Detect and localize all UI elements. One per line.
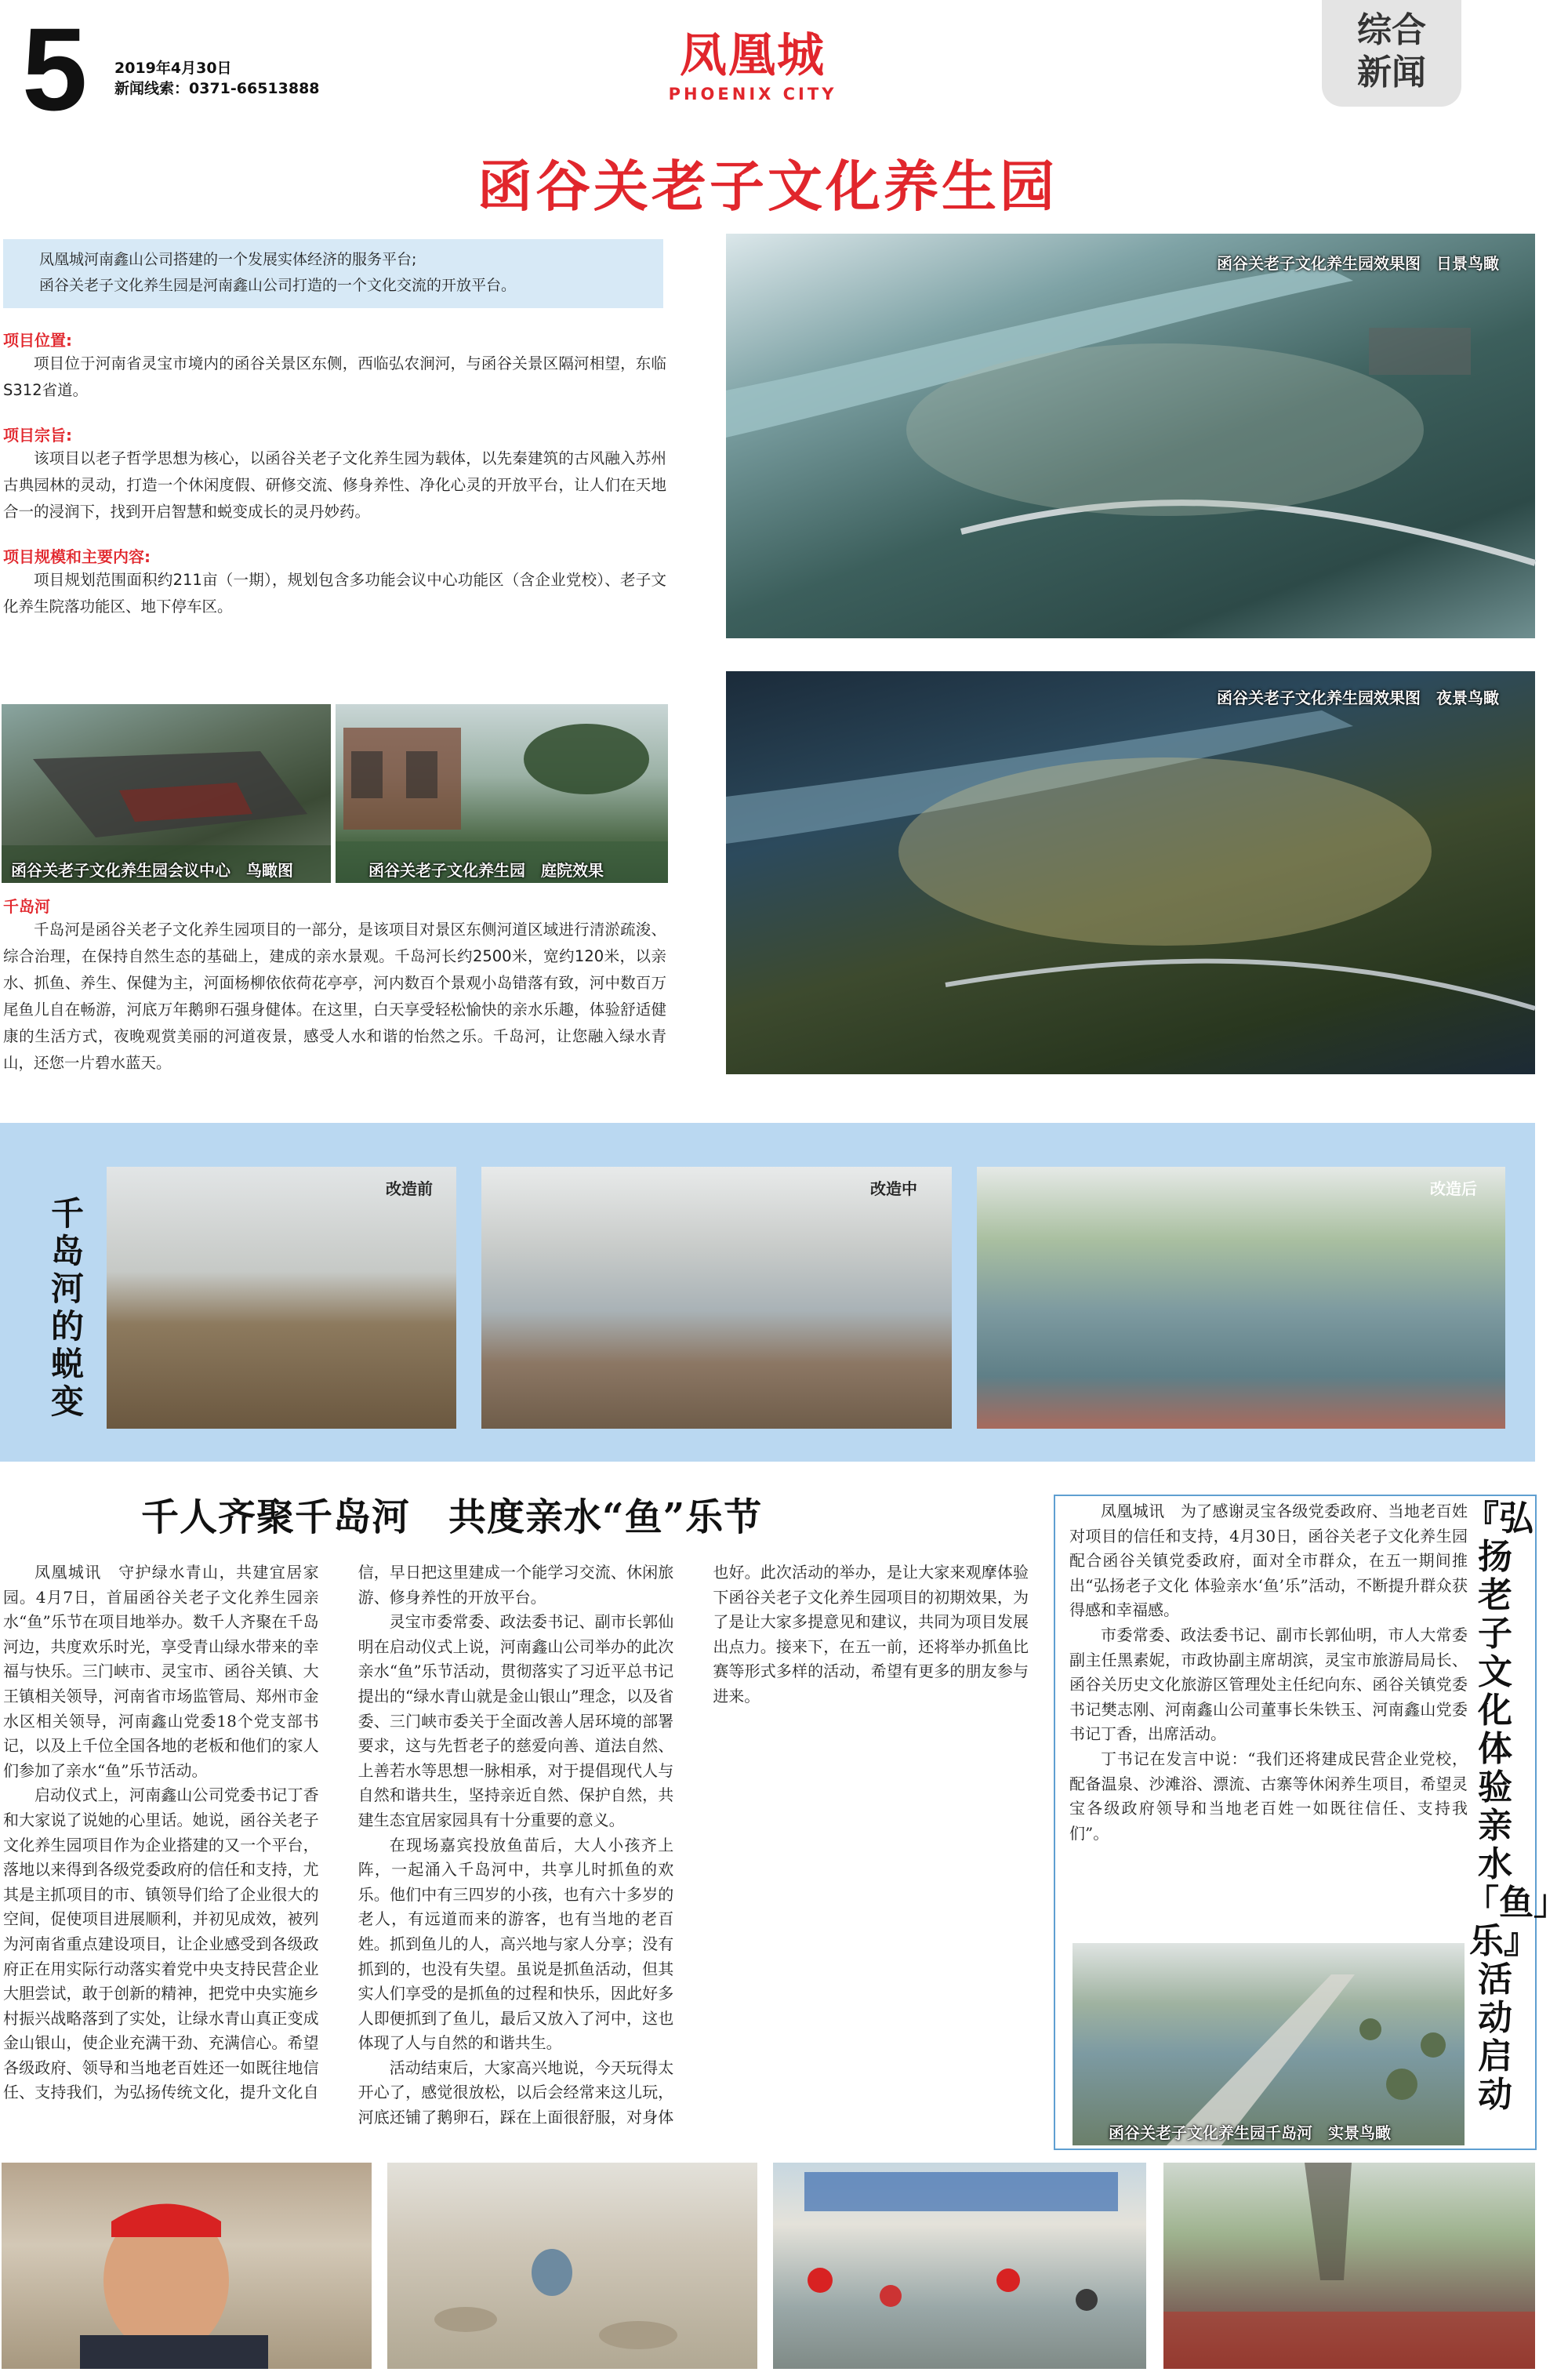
day-caption: 函谷关老子文化养生园效果图 日景鸟瞰 xyxy=(1217,254,1499,273)
location-text: 项目位于河南省灵宝市境内的函谷关景区东侧，西临弘农涧河，与函谷关景区隔河相望，东临S312省道。 xyxy=(3,354,666,399)
night-render-art xyxy=(726,671,1535,1074)
article-headline: 千人齐聚千岛河 共度亲水“鱼”乐节 xyxy=(141,1495,763,1539)
night-caption: 函谷关老子文化养生园效果图 夜景鸟瞰 xyxy=(1217,688,1499,707)
bottom-photo-crowd xyxy=(1163,2163,1535,2369)
scale-title: 项目规模和主要内容: xyxy=(3,547,151,566)
sidebar-photo-caption: 函谷关老子文化养生园千岛河 实景鸟瞰 xyxy=(1109,2123,1391,2142)
after-caption: 改造后 xyxy=(1430,1179,1477,1198)
sidebar-paragraph: 市委常委、政法委书记、副市长郭仙明，市人大常委副主任黑素妮，市政协副主席胡滨，灵宝市旅游局局长、函谷关历史文化旅游区管理处主任纪向东、函谷关镇党委书记樊志刚、河南鑫山公司董事长朱铁玉、河南鑫山党委书记丁香，出席活动。 xyxy=(1069,1625,1468,1744)
news-hotline: 新闻线索：0371-66513888 xyxy=(114,80,320,97)
article-paragraph: 在现场嘉宾投放鱼苗后，大人小孩齐上阵，一起涌入千岛河中，共享儿时抓鱼的欢乐。他们中有三四岁的小孩，也有六十多岁的老人，有远道而来的游客，也有当地的老百姓。抓到鱼儿的人，高兴地与家人分享；没有抓到的，也没有失望。虽说是抓鱼活动，但其实人们享受的是抓鱼的过程和快乐，因此好多人即便抓到了鱼儿，最后又放入了河中，这也体现了人与自然的和谐共生。 xyxy=(358,1835,674,2053)
bottom-photo-child-art xyxy=(387,2163,757,2369)
sidebar-photo xyxy=(1073,1943,1465,2145)
location-title: 项目位置: xyxy=(3,331,72,350)
bottom-photo-man xyxy=(2,2163,372,2369)
qiandao-text: 千岛河是函谷关老子文化养生园项目的一部分，是该项目对景区东侧河道区域进行清淤疏浚、综合治理，在保持自然生态的基础上，建成的亲水景观。千岛河长约2500米，宽约120米，以亲水、抓鱼、养生、保健为主，河面杨柳依依荷花亭亭，河内数百个景观小岛错落有致，河中数百万尾鱼儿自在畅游，河底万年鹅卵石强身健体。在这里，白天享受轻松愉快的亲水乐趣，体验舒适健康的生活方式，夜晚观赏美丽的河道夜景，感受人水和谐的怡然之乐。千岛河，让您融入绿水青山，还您一片碧水蓝天。 xyxy=(3,921,666,1072)
during-caption: 改造中 xyxy=(870,1179,917,1198)
before-caption: 改造前 xyxy=(386,1179,433,1198)
brand-logo: 凤凰城 xyxy=(680,28,826,83)
article-paragraph: 凤凰城讯 守护绿水青山，共建宜居家园。4月7日，首届函谷关老子文化养生园亲水“鱼”乐节在项目地举办。数千人齐聚在千岛河边，共度欢乐时光，享受青山绿水带来的幸福与快乐。三门峡市、灵宝市、函谷关镇、大王镇相关领导，河南省市场监管局、郑州市金水区相关领导，河南鑫山党委18个党支部书记，以及上千位全国各地的老板和他们的家人们参加了亲水“鱼”乐节活动。 xyxy=(3,1563,319,1780)
qiandao-title: 千岛河 xyxy=(3,897,50,916)
section-label-line2: 新闻 xyxy=(1357,53,1426,93)
intro-box xyxy=(3,239,663,308)
conference-center-render xyxy=(2,704,331,883)
article-paragraph: 灵宝市委常委、政法委书记、副市长郭仙明在启动仪式上说，河南鑫山公司举办的此次亲水“鱼”乐节活动，贯彻落实了习近平总书记提出的“绿水青山就是金山银山”理念，以及省委、三门峡市委关于全面改善人居环境的部署要求，这与先哲老子的慈爱向善、道法自然、上善若水等思想一脉相承，对于提倡现代人与自然和谐共生，坚持亲近自然、保护自然，共建生态宜居家园具有十分重要的意义。 xyxy=(358,1612,674,1829)
bottom-photo-crowd-water-art xyxy=(773,2163,1146,2369)
bottom-photo-crowd-art xyxy=(1163,2163,1535,2369)
purpose-text: 该项目以老子哲学思想为核心，以函谷关老子文化养生园为载体，以先秦建筑的古风融入苏州古典园林的灵动，打造一个休闲度假、研修交流、修身养性、净化心灵的开放平台，让人们在天地合一的浸润下，找到开启智慧和蜕变成长的灵丹妙药。 xyxy=(3,449,666,521)
intro-line: 函谷关老子文化养生园是河南鑫山公司打造的一个文化交流的开放平台。 xyxy=(39,277,517,294)
section-label-line1: 综合 xyxy=(1357,10,1426,50)
sidebar-photo-art xyxy=(1073,1943,1465,2145)
after-photo xyxy=(977,1167,1505,1429)
night-aerial-render xyxy=(726,671,1535,1074)
bottom-photo-man-art xyxy=(2,2163,372,2369)
article-body xyxy=(3,1560,1029,2150)
page-headline: 函谷关老子文化养生园 xyxy=(477,154,1058,219)
courtyard-render xyxy=(336,704,668,883)
transformation-title: 千岛河的蜕变 xyxy=(50,1194,84,1421)
day-render-art xyxy=(726,234,1535,638)
conference-render-art xyxy=(2,704,331,883)
during-photo xyxy=(481,1167,952,1429)
courtyard-render-art xyxy=(336,704,668,883)
intro-line: 凤凰城河南鑫山公司搭建的一个发展实体经济的服务平台; xyxy=(39,251,417,268)
courtyard-caption: 函谷关老子文化养生园 庭院效果 xyxy=(368,861,604,880)
day-aerial-render xyxy=(726,234,1535,638)
conference-caption: 函谷关老子文化养生园会议中心 鸟瞰图 xyxy=(11,861,293,880)
page-number: 5 xyxy=(22,3,88,135)
sidebar-paragraph: 凤凰城讯 为了感谢灵宝各级党委政府、当地老百姓对项目的信任和支持，4月30日，函谷关老子文化养生园配合函谷关镇党委政府，面对全市群众，在五一期间推出“弘扬老子文化 体验亲水‘鱼’乐”活动，不断提升群众获得感和幸福感。 xyxy=(1069,1502,1468,1620)
section-label xyxy=(1322,0,1461,107)
qiandao-section xyxy=(3,894,666,1077)
before-photo xyxy=(107,1167,456,1429)
sidebar-paragraph: 丁书记在发言中说：“我们还将建成民营企业党校，配备温泉、沙滩浴、漂流、古寨等休闲养生项目，希望灵宝各级政府领导和当地老百姓一如既往信任、支持我们”。 xyxy=(1069,1749,1468,1843)
project-info xyxy=(3,328,666,620)
sidebar-vertical-title: 『弘扬老子文化 体验亲水「鱼」乐』活动启动 xyxy=(1465,1498,1568,2115)
brand-logo-en: PHOENIX CITY xyxy=(668,85,837,104)
scale-text: 项目规划范围面积约211亩（一期），规划包含多功能会议中心功能区（含企业党校）、老子文化养生院落功能区、地下停车区。 xyxy=(3,571,666,616)
issue-date: 2019年4月30日 xyxy=(114,60,232,77)
purpose-title: 项目宗旨: xyxy=(3,426,72,445)
article-paragraph: 活动结束后，大家高兴地说，今天玩得太开心了，感觉很放松，以后会经常来这儿玩，河底还铺了鹅卵石，踩在上面很舒服，对身体也好。此次活动的举办，是让大家来观摩体验下函谷关老子文化养生园项目的初期效果，为了是让大家多提意见和建议，共同为项目发展出点力。接来下，在五一前，还将举办抓鱼比赛等形式多样的活动，希望有更多的朋友参与进来。 xyxy=(358,1563,1029,2127)
bottom-photo-child xyxy=(387,2163,757,2369)
article-paragraph: 启动仪式上，河南鑫山公司党委书记丁香和大家说了说她的心里话。她说，函谷关老子文化养生园项目作为企业搭建的又一个平台，落地以来得到各级党委政府的信任和支持，尤其是主抓项目的市、镇领导们给了企业很大的空间，促使项目进展顺利，并初见成效，被列为河南省重点建设项目，让企业感受到各级政府正在用实际行动落实着党中央支持民营企业大胆尝试，敢于创新的精神，把党中央实施乡村振兴战略落到了实处，让绿水青山真正变成金山银山，使企业充满干劲、充满信心。希望各级政府、领导和当地老百姓还一如既往地信任、支持我们，为弘扬传统文化，提升文化自信，早日把这里建成一个能学习交流、休闲旅游、修身养性的开放平台。 xyxy=(3,1563,674,2102)
bottom-photo-crowd-water xyxy=(773,2163,1146,2369)
sidebar-body xyxy=(1069,1499,1468,1846)
